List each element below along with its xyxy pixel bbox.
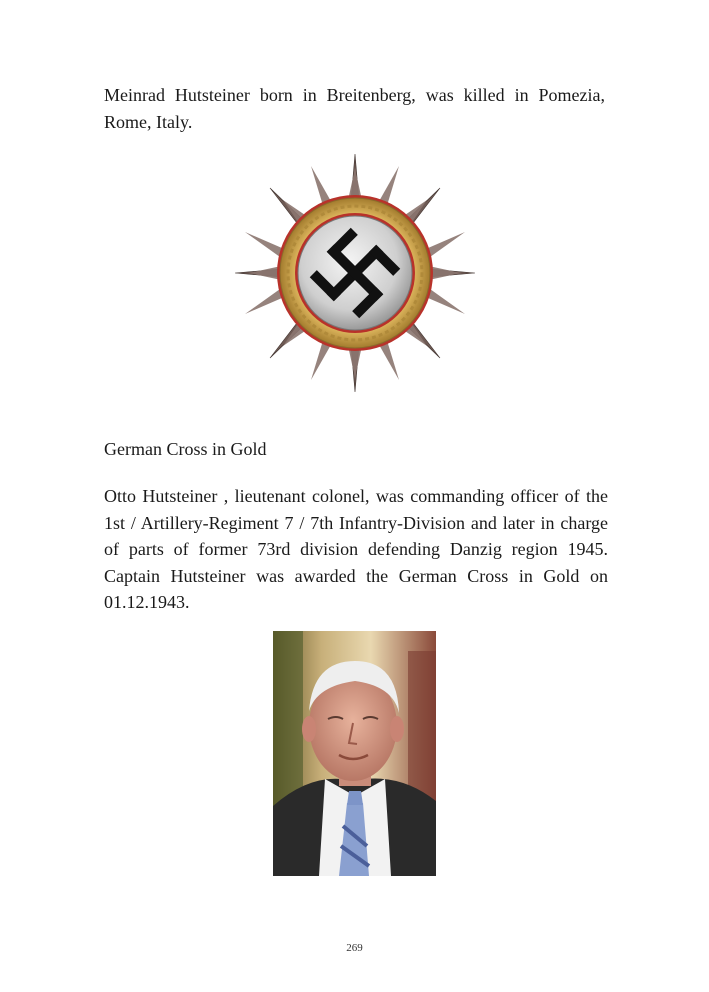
page-number: 269 <box>346 942 363 954</box>
portrait-icon <box>273 631 436 876</box>
medal-caption: German Cross in Gold <box>104 439 267 459</box>
medal-icon <box>235 154 475 392</box>
german-cross-medal-image <box>235 154 475 392</box>
biography-paragraph: Otto Hutsteiner , lieutenant colonel, was commanding officer of the 1st / Artillery-Regiment 7 / 7th Infantry-Division and later in charge of parts of former 73rd division defending Danzig region 1945. Captain Hutsteiner was awarded the German Cross in Gold on 01.12.1943. <box>104 486 608 612</box>
portrait-photo <box>273 631 436 876</box>
intro-paragraph: Meinrad Hutsteiner born in Breitenberg, was killed in Pomezia, Rome, Italy. <box>104 85 605 132</box>
